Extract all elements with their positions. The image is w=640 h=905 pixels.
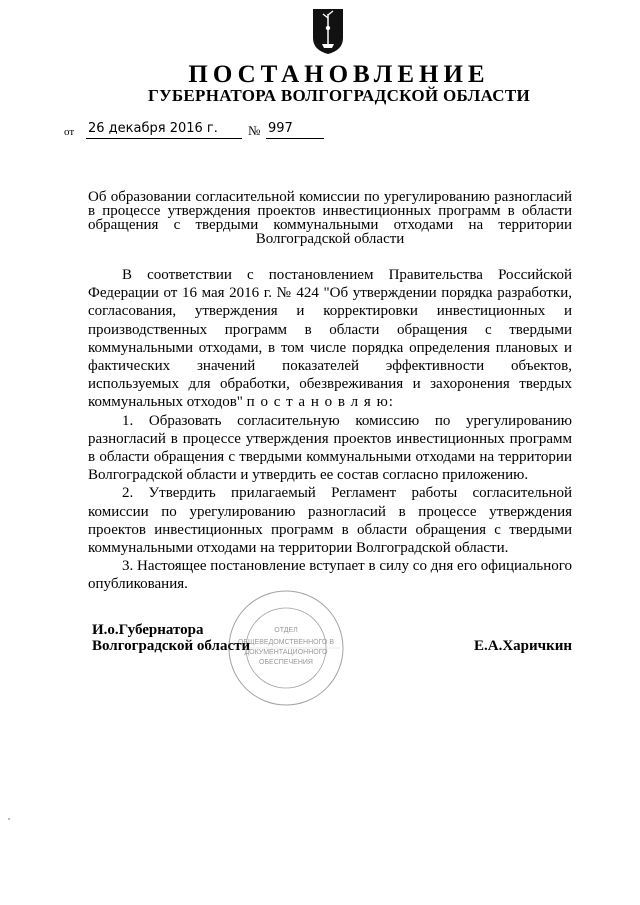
number-label: № (248, 123, 261, 138)
intro-paragraph (88, 266, 572, 412)
scan-speck (8, 818, 10, 820)
stamp-center-line-1: ОТДЕЛ (274, 627, 298, 634)
date-number-line (64, 122, 464, 142)
item-2: 2. Утвердить прилагаемый Регламент работы согласительной комиссии по урегулированию разногласий в процессе утверждения проектов инвестиционных программ в области обращения с твердыми коммунальными отходами на территории Волгоградской области. (88, 485, 572, 557)
stamp-center-line-2: ОБЩЕВЕДОМСТВЕННОГО В (237, 639, 335, 646)
document-number: 997 (268, 121, 293, 136)
item-3: 3. Настоящее постановление вступает в силу со дня его официального опубликования. (88, 558, 572, 593)
issuer-subtitle: ГУБЕРНАТОРА ВОЛГОГРАДСКОЙ ОБЛАСТИ (147, 86, 531, 105)
document-topic: Об образовании согласительной комиссии по урегулированию разногласий в процессе утверждения проектов инвестиционных программ в области обращения с твердыми коммунальными отходами на территории Волгоградской области (88, 189, 572, 247)
coat-of-arms-icon (310, 6, 346, 56)
document-date: 26 декабря 2016 г. (88, 121, 218, 136)
stamp-center-line-3: ДОКУМЕНТАЦИОННОГО (244, 649, 328, 656)
document-body (88, 266, 572, 594)
intro-text: В соответствии с постановлением Правительства Российской Федерации от 16 мая 2016 г. № 424 "Об утверждении порядка разработки, согласования, утверждения и корректировки инвестиционных и производственных программ в области обращения с твердыми коммунальными отходами, в том числе порядка определения плановых и фактических значений показателей эффективности объектов, используемых для обработки, обезвреживания и захоронения твердых коммунальных отходов" (88, 267, 572, 411)
document-title: ПОСТАНОВЛЕНИЕ (188, 61, 490, 88)
stamp-center-line-4: ОБЕСПЕЧЕНИЯ (259, 659, 313, 666)
position-line-2: Волгоградской области (92, 638, 251, 654)
official-stamp-icon (226, 588, 346, 708)
signatory-name: Е.А.Харичкин (474, 638, 573, 654)
position-line-1: И.о.Губернатора (92, 622, 204, 638)
from-label: от (64, 126, 75, 138)
date-underline (86, 138, 242, 139)
number-underline (266, 138, 324, 139)
item-1: 1. Образовать согласительную комиссию по урегулированию разногласий в процессе утверждения проектов инвестиционных программ в области обращения с твердыми коммунальными отходами на территории Волгоградской области и утвердить ее состав согласно приложению. (88, 412, 572, 484)
decree-word: п о с т а н о в л я ю: (246, 394, 394, 411)
